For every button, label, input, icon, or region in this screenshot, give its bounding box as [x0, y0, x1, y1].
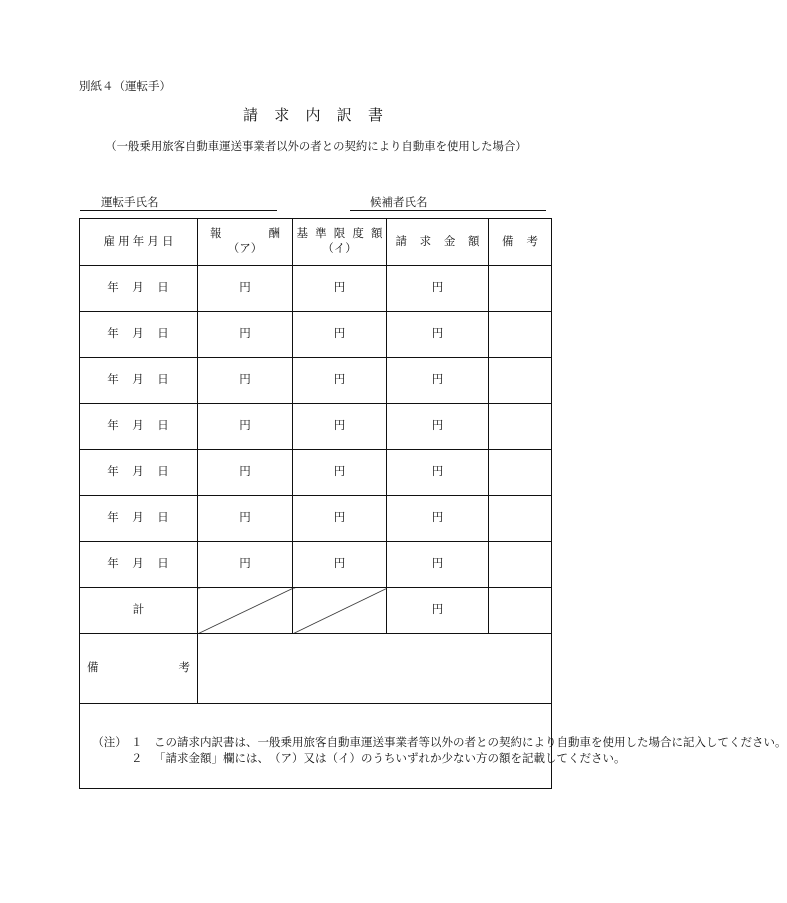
label-char: 請: [243, 108, 259, 124]
col-header-standard-limit: [293, 219, 387, 266]
note-text: この請求内訳書は、一般乗用旅客自動車運送事業者等以外の者との契約により自動車を使用した場合に記入してください。: [154, 736, 787, 749]
employment-date-cell: 年 月 日: [80, 542, 198, 588]
remarks-cell: [489, 542, 552, 588]
table-row: [80, 358, 552, 404]
label-char: 度: [352, 228, 364, 240]
total-remuneration-crossed-cell: [198, 588, 293, 634]
notes-label: （注）: [92, 736, 127, 749]
label-char: 月: [147, 235, 159, 248]
note-number: ２: [131, 752, 143, 765]
label-char: 金: [443, 235, 456, 248]
standard-limit-cell: 円: [293, 266, 387, 312]
standard-limit-cell: 円: [293, 542, 387, 588]
label-char: 雇: [103, 235, 115, 248]
remuneration-cell: 円: [198, 542, 293, 588]
label-char: 限: [333, 228, 346, 240]
col-header-sublabel: （イ）: [322, 243, 357, 255]
col-header-claim-amount: [387, 219, 489, 266]
remarks-cell: [489, 496, 552, 542]
table-row: [80, 266, 552, 312]
total-claim-amount-cell: 円: [387, 588, 489, 634]
claim-amount-cell: 円: [387, 312, 489, 358]
employment-date-cell: 年 月 日: [80, 312, 198, 358]
col-header-remuneration: [198, 219, 293, 266]
label-char: 準: [315, 228, 327, 240]
standard-limit-cell: 円: [293, 358, 387, 404]
standard-limit-cell: 円: [293, 404, 387, 450]
remarks-content-cell: [198, 634, 552, 704]
note-number: １: [131, 736, 143, 749]
label-char: 額: [371, 228, 383, 240]
col-header-sublabel: （ア）: [227, 243, 263, 255]
driver-name-field: [80, 196, 277, 211]
total-label: 計: [80, 588, 198, 634]
label-char: 内: [305, 108, 321, 124]
table-header-row: [80, 219, 552, 266]
employment-date-cell: 年 月 日: [80, 496, 198, 542]
remarks-cell: [489, 266, 552, 312]
notes-block: [80, 726, 787, 767]
label-char: 酬: [268, 228, 280, 240]
employment-date-cell: 年 月 日: [80, 450, 198, 496]
claim-breakdown-table: [79, 218, 787, 789]
remuneration-cell: 円: [198, 312, 293, 358]
notes-row: [80, 704, 552, 789]
note-item: [131, 735, 787, 751]
remarks-label-cell: [80, 634, 198, 704]
label-char: 基: [296, 228, 308, 240]
table-row: [80, 404, 552, 450]
claim-amount-cell: 円: [387, 358, 489, 404]
standard-limit-cell: 円: [293, 312, 387, 358]
claim-amount-cell: 円: [387, 404, 489, 450]
document-title: [243, 107, 383, 125]
candidate-name-label: 候補者氏名: [370, 197, 428, 209]
label-char: 年: [132, 235, 145, 248]
col-header-label: [210, 227, 280, 242]
document-subtitle: （一般乗用旅客自動車運送事業者以外の者との契約により自動車を使用した場合）: [105, 141, 527, 153]
employment-date-cell: 年 月 日: [80, 266, 198, 312]
standard-limit-cell: 円: [293, 496, 387, 542]
remuneration-cell: 円: [198, 450, 293, 496]
remarks-cell: [489, 450, 552, 496]
claim-amount-cell: 円: [387, 496, 489, 542]
attachment-label: 別紙４（運転手）: [79, 81, 171, 93]
label-char: 備: [502, 235, 514, 248]
col-header-label: [297, 227, 383, 242]
table-row: [80, 312, 552, 358]
col-header-label: [104, 235, 174, 250]
label-char: 額: [467, 235, 480, 248]
total-standard-limit-crossed-cell: [293, 588, 387, 634]
label-char: 備: [87, 662, 99, 674]
label-char: 訳: [336, 108, 352, 124]
claim-amount-cell: 円: [387, 266, 489, 312]
candidate-name-field: [350, 196, 546, 211]
label-char: 日: [162, 235, 174, 248]
remarks-cell: [489, 404, 552, 450]
label-char: 考: [526, 235, 538, 248]
standard-limit-cell: 円: [293, 450, 387, 496]
claim-amount-cell: 円: [387, 450, 489, 496]
total-remarks-cell: [489, 588, 552, 634]
label-char: 求: [419, 235, 432, 248]
driver-name-label: 運転手氏名: [101, 197, 159, 209]
remuneration-cell: 円: [198, 358, 293, 404]
remuneration-cell: 円: [198, 404, 293, 450]
employment-date-cell: 年 月 日: [80, 404, 198, 450]
note-item: [131, 751, 626, 767]
col-header-remarks: [489, 219, 552, 266]
table-row: [80, 542, 552, 588]
remarks-row: [80, 634, 552, 704]
col-header-employment-date: [80, 219, 198, 266]
label-char: 報: [210, 228, 222, 240]
label-char: 考: [178, 662, 190, 674]
table-row: [80, 450, 552, 496]
claim-amount-cell: 円: [387, 542, 489, 588]
remarks-label: [87, 661, 190, 676]
notes-list: [131, 735, 787, 767]
notes-cell: [80, 704, 787, 789]
remuneration-cell: 円: [198, 496, 293, 542]
col-header-label: [396, 235, 480, 250]
remarks-cell: [489, 312, 552, 358]
remuneration-cell: 円: [198, 266, 293, 312]
total-row: [80, 588, 552, 634]
note-text: 「請求金額」欄には、（ア）又は（イ）のうちいずれか少ない方の額を記載してください。: [154, 752, 626, 765]
employment-date-cell: 年 月 日: [80, 358, 198, 404]
label-char: 請: [395, 235, 407, 248]
label-char: 書: [367, 108, 383, 124]
col-header-label: [502, 235, 538, 250]
label-char: 用: [118, 235, 130, 248]
label-char: 求: [274, 108, 290, 124]
table-row: [80, 496, 552, 542]
remarks-cell: [489, 358, 552, 404]
